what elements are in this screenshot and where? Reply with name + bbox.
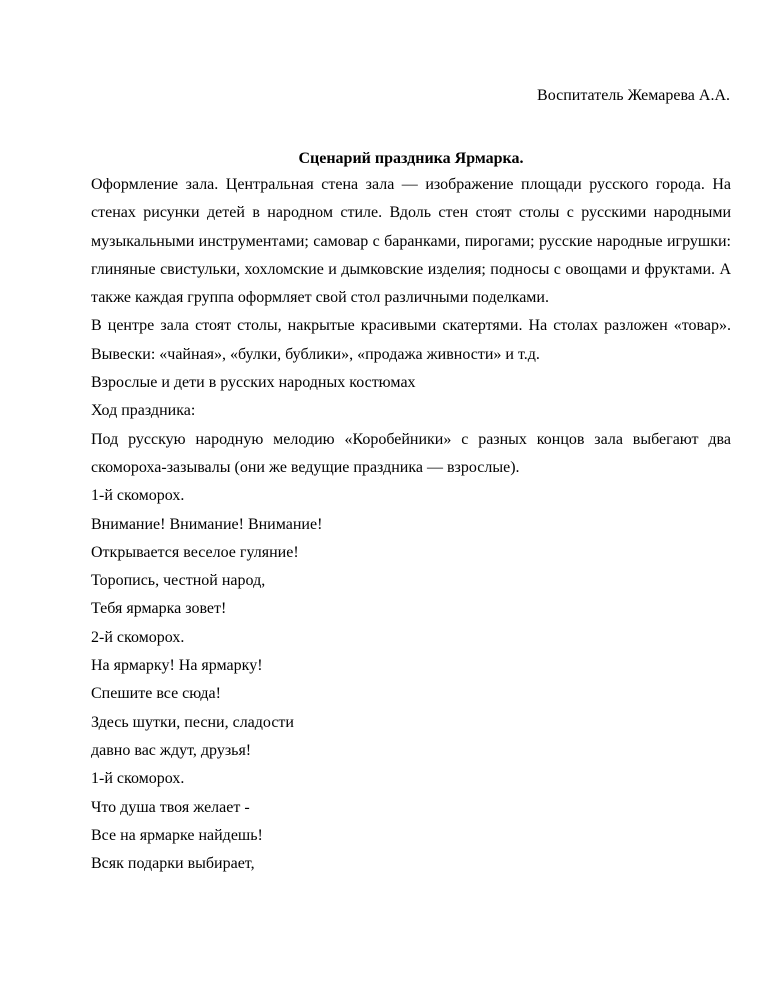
script-line: Всяк подарки выбирает, [91,855,255,873]
script-line: 2-й скоморох. [91,628,185,646]
document-body [91,171,731,878]
script-line: Торопись, честной народ, [91,572,266,590]
script-line: 1-й скоморох. [91,487,185,505]
paragraph-skomorokhi-entry: Под русскую народную мелодию «Коробейники» с разных концов зала выбегают два скомороха-зазывалы (они же ведущие праздника — взрослые). [91,430,731,476]
document-title: Сценарий праздника Ярмарка. [298,150,524,167]
script-line: Внимание! Внимание! Внимание! [91,515,323,533]
paragraph-costumes: Взрослые и дети в русских народных костюмах [91,374,416,392]
script-line: На ярмарку! На ярмарку! [91,657,263,675]
script-line: 1-й скоморох. [91,770,185,788]
script-line: Все на ярмарке найдешь! [91,826,263,844]
paragraph-hall-decoration: Оформление зала. Центральная стена зала — изображение площади русского города. На стенах рисунки детей в народном стиле. Вдоль стен стоят столы с русскими народными музыкальными инструментами; самовар с баранками, пирогами; русские народные игрушки: глиняные свистульки, хохломские и дымковские изделия; подносы с овощами и фруктами. А также каждая группа оформляет свой стол различными поделками. [91,176,731,307]
script-line: Спешите все сюда! [91,685,221,703]
paragraph-hall-center: В центре зала стоят столы, накрытые красивыми скатертями. На столах разложен «товар». Вывески: «чайная», «булки, бублики», «продажа живности» и т.д. [91,317,731,363]
script-line: давно вас ждут, друзья! [91,741,252,759]
paragraph-course-heading: Ход праздника: [91,402,196,420]
author-line: Воспитатель Жемарева А.А. [537,87,730,104]
script-line: Тебя ярмарка зовет! [91,600,227,618]
script-line: Открывается веселое гуляние! [91,543,299,561]
script-line: Здесь шутки, песни, сладости [91,713,294,731]
script-line: Что душа твоя желает - [91,798,250,816]
